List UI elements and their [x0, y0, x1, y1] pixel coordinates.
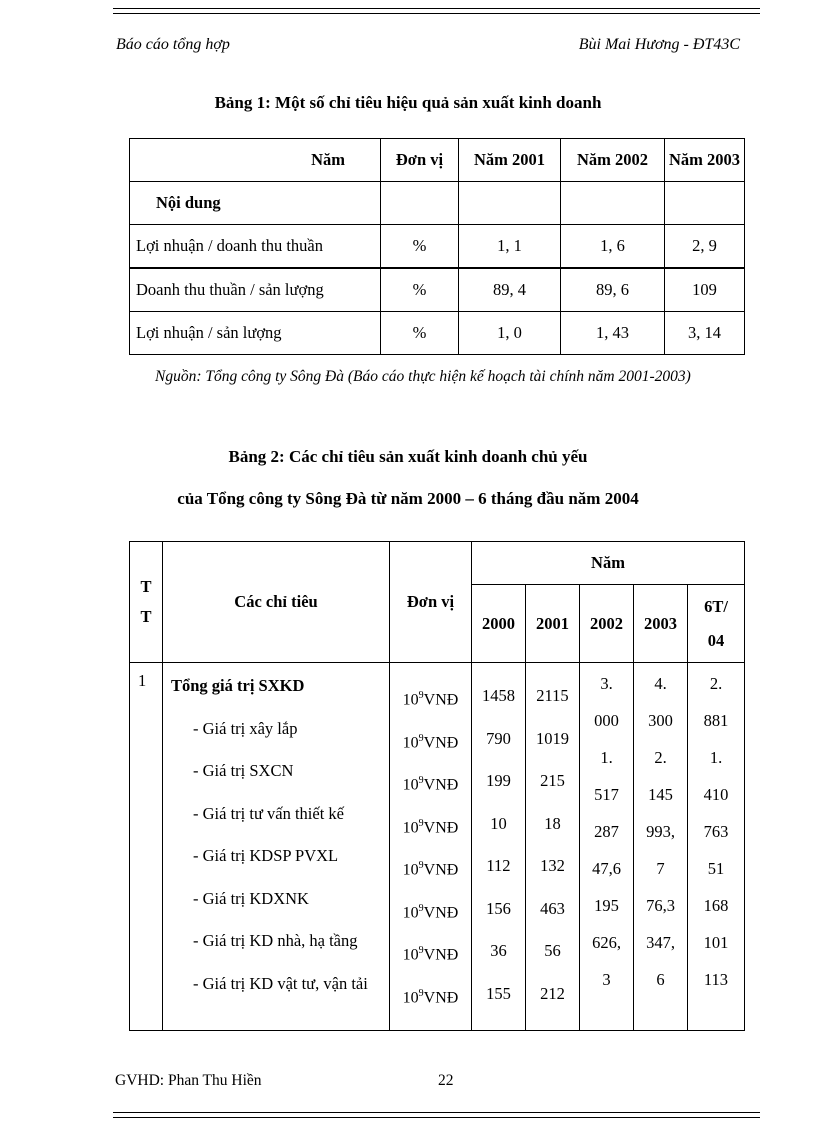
table-row: Doanh thu thuần / sản lượng % 89, 4 89, 6 109 [130, 268, 745, 312]
page-number: 22 [438, 1072, 454, 1089]
table-row [130, 663, 745, 1031]
unit-cell: $10^9VNĐ$ [402, 987, 459, 1006]
unit-cell: $10^9VNĐ$ [402, 945, 459, 964]
list-item: - Giá trị KDXNK [193, 888, 309, 908]
unit-cell: $10^9VNĐ$ [402, 860, 459, 879]
col-2003: 4. 300 2. 145 993, 7 76,3 347, 6 [634, 663, 688, 1031]
table1 [129, 138, 745, 355]
row-title: Tổng giá trị SXKD [171, 676, 305, 695]
list-item: - Giá trị KD nhà, hạ tầng [193, 931, 358, 950]
table-row: Lợi nhuận / doanh thu thuần % 1, 1 1, 6 2, 9 [130, 225, 745, 269]
table2-title-line2: của Tổng công ty Sông Đà từ năm 2000 – 6 tháng đầu năm 2004 [177, 489, 639, 508]
header-2002: 2002 [580, 585, 634, 663]
header-indicators: Các chỉ tiêu [163, 542, 390, 663]
list-item: - Giá trị SXCN [193, 761, 294, 780]
table2-title-line1: Bảng 2: Các chỉ tiêu sản xuất kinh doanh chủ yếu [228, 447, 588, 466]
col-2000: 1458 790 199 10 112 156 36 155 [472, 663, 526, 1031]
unit-cell: $10^9VNĐ$ [402, 902, 459, 921]
list-item: - Giá trị xây lắp [193, 718, 298, 738]
unit-cell: $10^9VNĐ$ [402, 817, 459, 836]
row-tt: 1 [130, 663, 163, 1031]
footer-advisor: GVHD: Phan Thu Hiền [115, 1072, 262, 1089]
header-year-label: Năm [130, 139, 381, 182]
list-item: - Giá trị tư vấn thiết kế [193, 803, 344, 823]
row-indicators [163, 663, 390, 1031]
col-2001: 2115 1019 215 18 132 463 56 212 [526, 663, 580, 1031]
header-6t04: 6T/ 04 [688, 585, 745, 663]
header-2002: Năm 2002 [561, 139, 665, 182]
list-item: - Giá trị KD vật tư, vận tải [193, 973, 368, 993]
col-6t04: 2. 881 1. 410 763 51 168 101 113 [688, 663, 745, 1031]
header-2003: 2003 [634, 585, 688, 663]
header-unit: Đơn vị [381, 139, 459, 182]
col-2002: 3. 000 1. 517 287 47,6 195 626, 3 [580, 663, 634, 1031]
header-year: Năm [472, 542, 745, 585]
unit-cell: $10^9VNĐ$ [402, 690, 459, 709]
unit-cell: $10^9VNĐ$ [402, 732, 459, 751]
header-2001: Năm 2001 [459, 139, 561, 182]
table-row: Lợi nhuận / sản lượng % 1, 0 1, 43 3, 14 [130, 312, 745, 355]
header-right: Bùi Mai Hương - ĐT43C [578, 36, 740, 53]
top-rule [113, 8, 760, 14]
row-units [390, 663, 472, 1031]
header-content: Nội dung [130, 182, 381, 225]
unit-cell: $10^9VNĐ$ [402, 775, 459, 794]
list-item: - Giá trị KDSP PVXL [193, 846, 339, 865]
header-unit: Đơn vị [390, 542, 472, 663]
table1-title: Bảng 1: Một số chỉ tiêu hiệu quả sản xuất kinh doanh [214, 93, 602, 112]
table2 [129, 541, 745, 1031]
bottom-rule [113, 1112, 760, 1118]
header-2000: 2000 [472, 585, 526, 663]
header-2003: Năm 2003 [665, 139, 745, 182]
header-2001: 2001 [526, 585, 580, 663]
header-tt: T T [130, 542, 163, 663]
table1-source: Nguồn: Tổng công ty Sông Đà (Báo cáo thực hiện kế hoạch tài chính năm 2001-2003) [155, 368, 691, 385]
header-left: Báo cáo tổng hợp [116, 36, 230, 53]
